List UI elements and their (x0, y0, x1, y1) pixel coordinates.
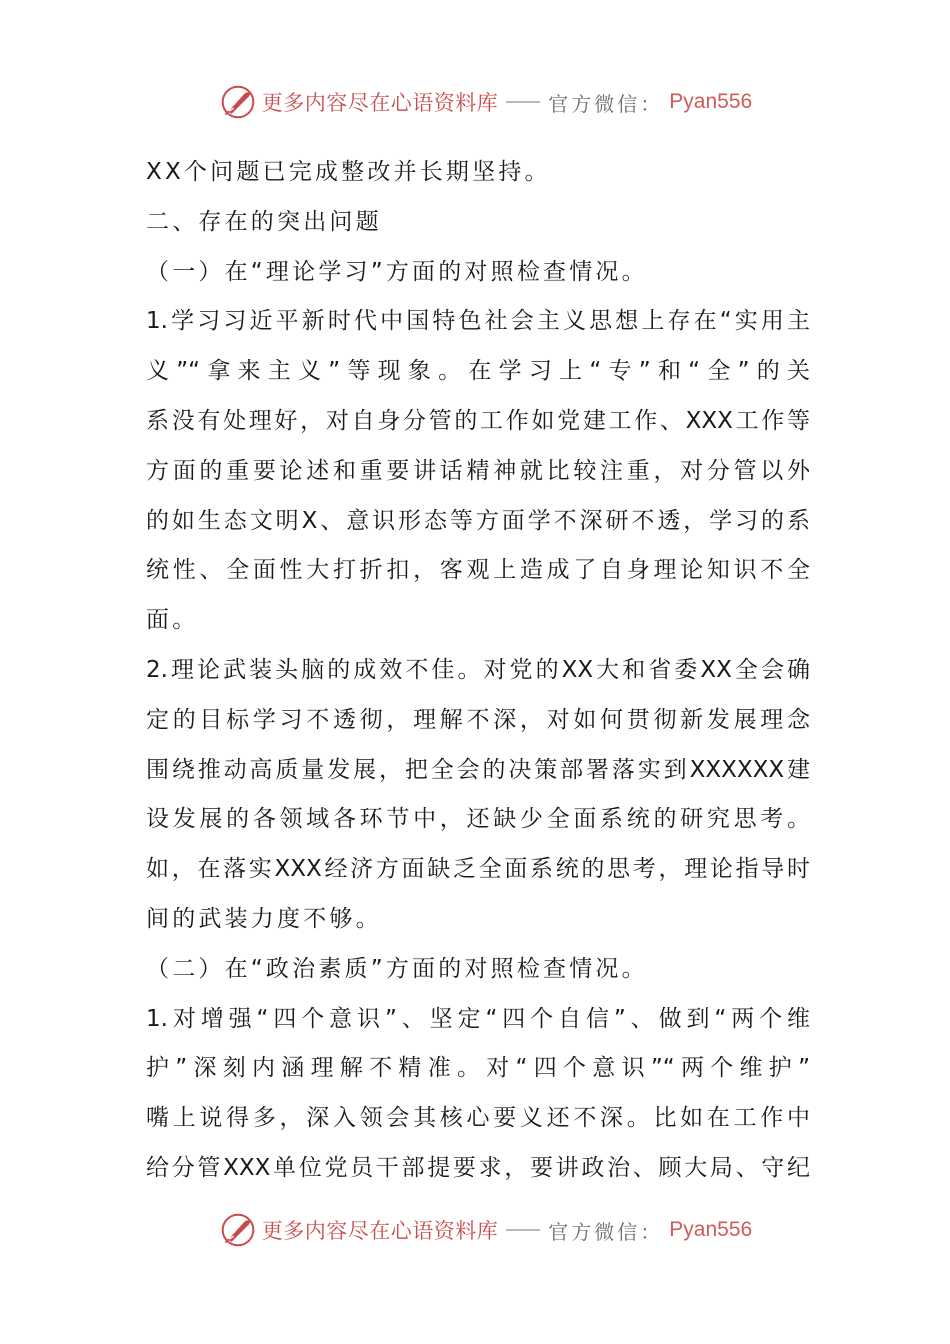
header-watermark-banner (0, 80, 950, 124)
watermark-dash (506, 1229, 540, 1231)
text-line: 2.理论武装头脑的成效不佳。对党的XX大和省委XX全会确 (146, 656, 810, 683)
quill-pen-logo-icon (220, 1212, 256, 1248)
watermark-wechat-id: Pyan556 (669, 90, 753, 113)
quill-pen-logo-icon (220, 84, 256, 120)
document-body (146, 148, 810, 1194)
text-line: 定的目标学习不透彻，理解不深，对如何贯彻新发展理念 (146, 706, 810, 733)
text-line: 方面的重要论述和重要讲话精神就比较注重，对分管以外 (146, 457, 810, 484)
watermark-wechat-id: Pyan556 (669, 1218, 753, 1241)
text-line: 围绕推动高质量发展，把全会的决策部署落实到XXXXXX建 (146, 756, 810, 783)
watermark-official-label: 官方微信： (548, 91, 664, 116)
text-line: 设发展的各领域各环节中，还缺少全面系统的研究思考。 (146, 806, 810, 833)
text-line: 统性、全面性大打折扣，客观上造成了自身理论知识不全 (146, 557, 810, 584)
subsection-heading: （二）在“政治素质”方面的对照检查情况。 (146, 955, 648, 982)
text-line: 嘴上说得多，深入领会其核心要义还不深。比如在工作中 (146, 1105, 810, 1132)
section-heading: 二、存在的突出问题 (146, 208, 382, 235)
watermark-dash (506, 101, 540, 103)
text-line: 系没有处理好，对自身分管的工作如党建工作、XXX工作等 (146, 407, 810, 434)
text-line: 护”深刻内涵理解不精准。对“四个意识”“两个维护” (146, 1055, 810, 1082)
text-line: 给分管XXX单位党员干部提要求，要讲政治、顾大局、守纪 (146, 1154, 810, 1181)
footer-watermark-banner (0, 1208, 950, 1252)
watermark-text: 更多内容尽在心语资料库 (261, 91, 499, 115)
watermark-official-label: 官方微信： (548, 1219, 664, 1244)
text-line: 1.对增强“四个意识”、坚定“四个自信”、做到“两个维 (146, 1005, 810, 1032)
text-line: 间的武装力度不够。 (146, 905, 382, 932)
text-line: 如，在落实XXX经济方面缺乏全面系统的思考，理论指导时 (146, 856, 810, 883)
text-line: 1.学习习近平新时代中国特色社会主义思想上存在“实用主 (146, 308, 810, 335)
text-line: 的如生态文明X、意识形态等方面学不深研不透，学习的系 (146, 507, 810, 534)
text-line: XX个问题已完成整改并长期坚持。 (146, 159, 551, 185)
watermark-group (220, 1212, 752, 1248)
watermark-group (220, 84, 752, 120)
text-line: 面。 (146, 607, 199, 634)
text-line: 义”“拿来主义”等现象。在学习上“专”和“全”的关 (146, 358, 810, 385)
subsection-heading: （一）在“理论学习”方面的对照检查情况。 (146, 258, 648, 285)
watermark-text: 更多内容尽在心语资料库 (261, 1219, 499, 1243)
